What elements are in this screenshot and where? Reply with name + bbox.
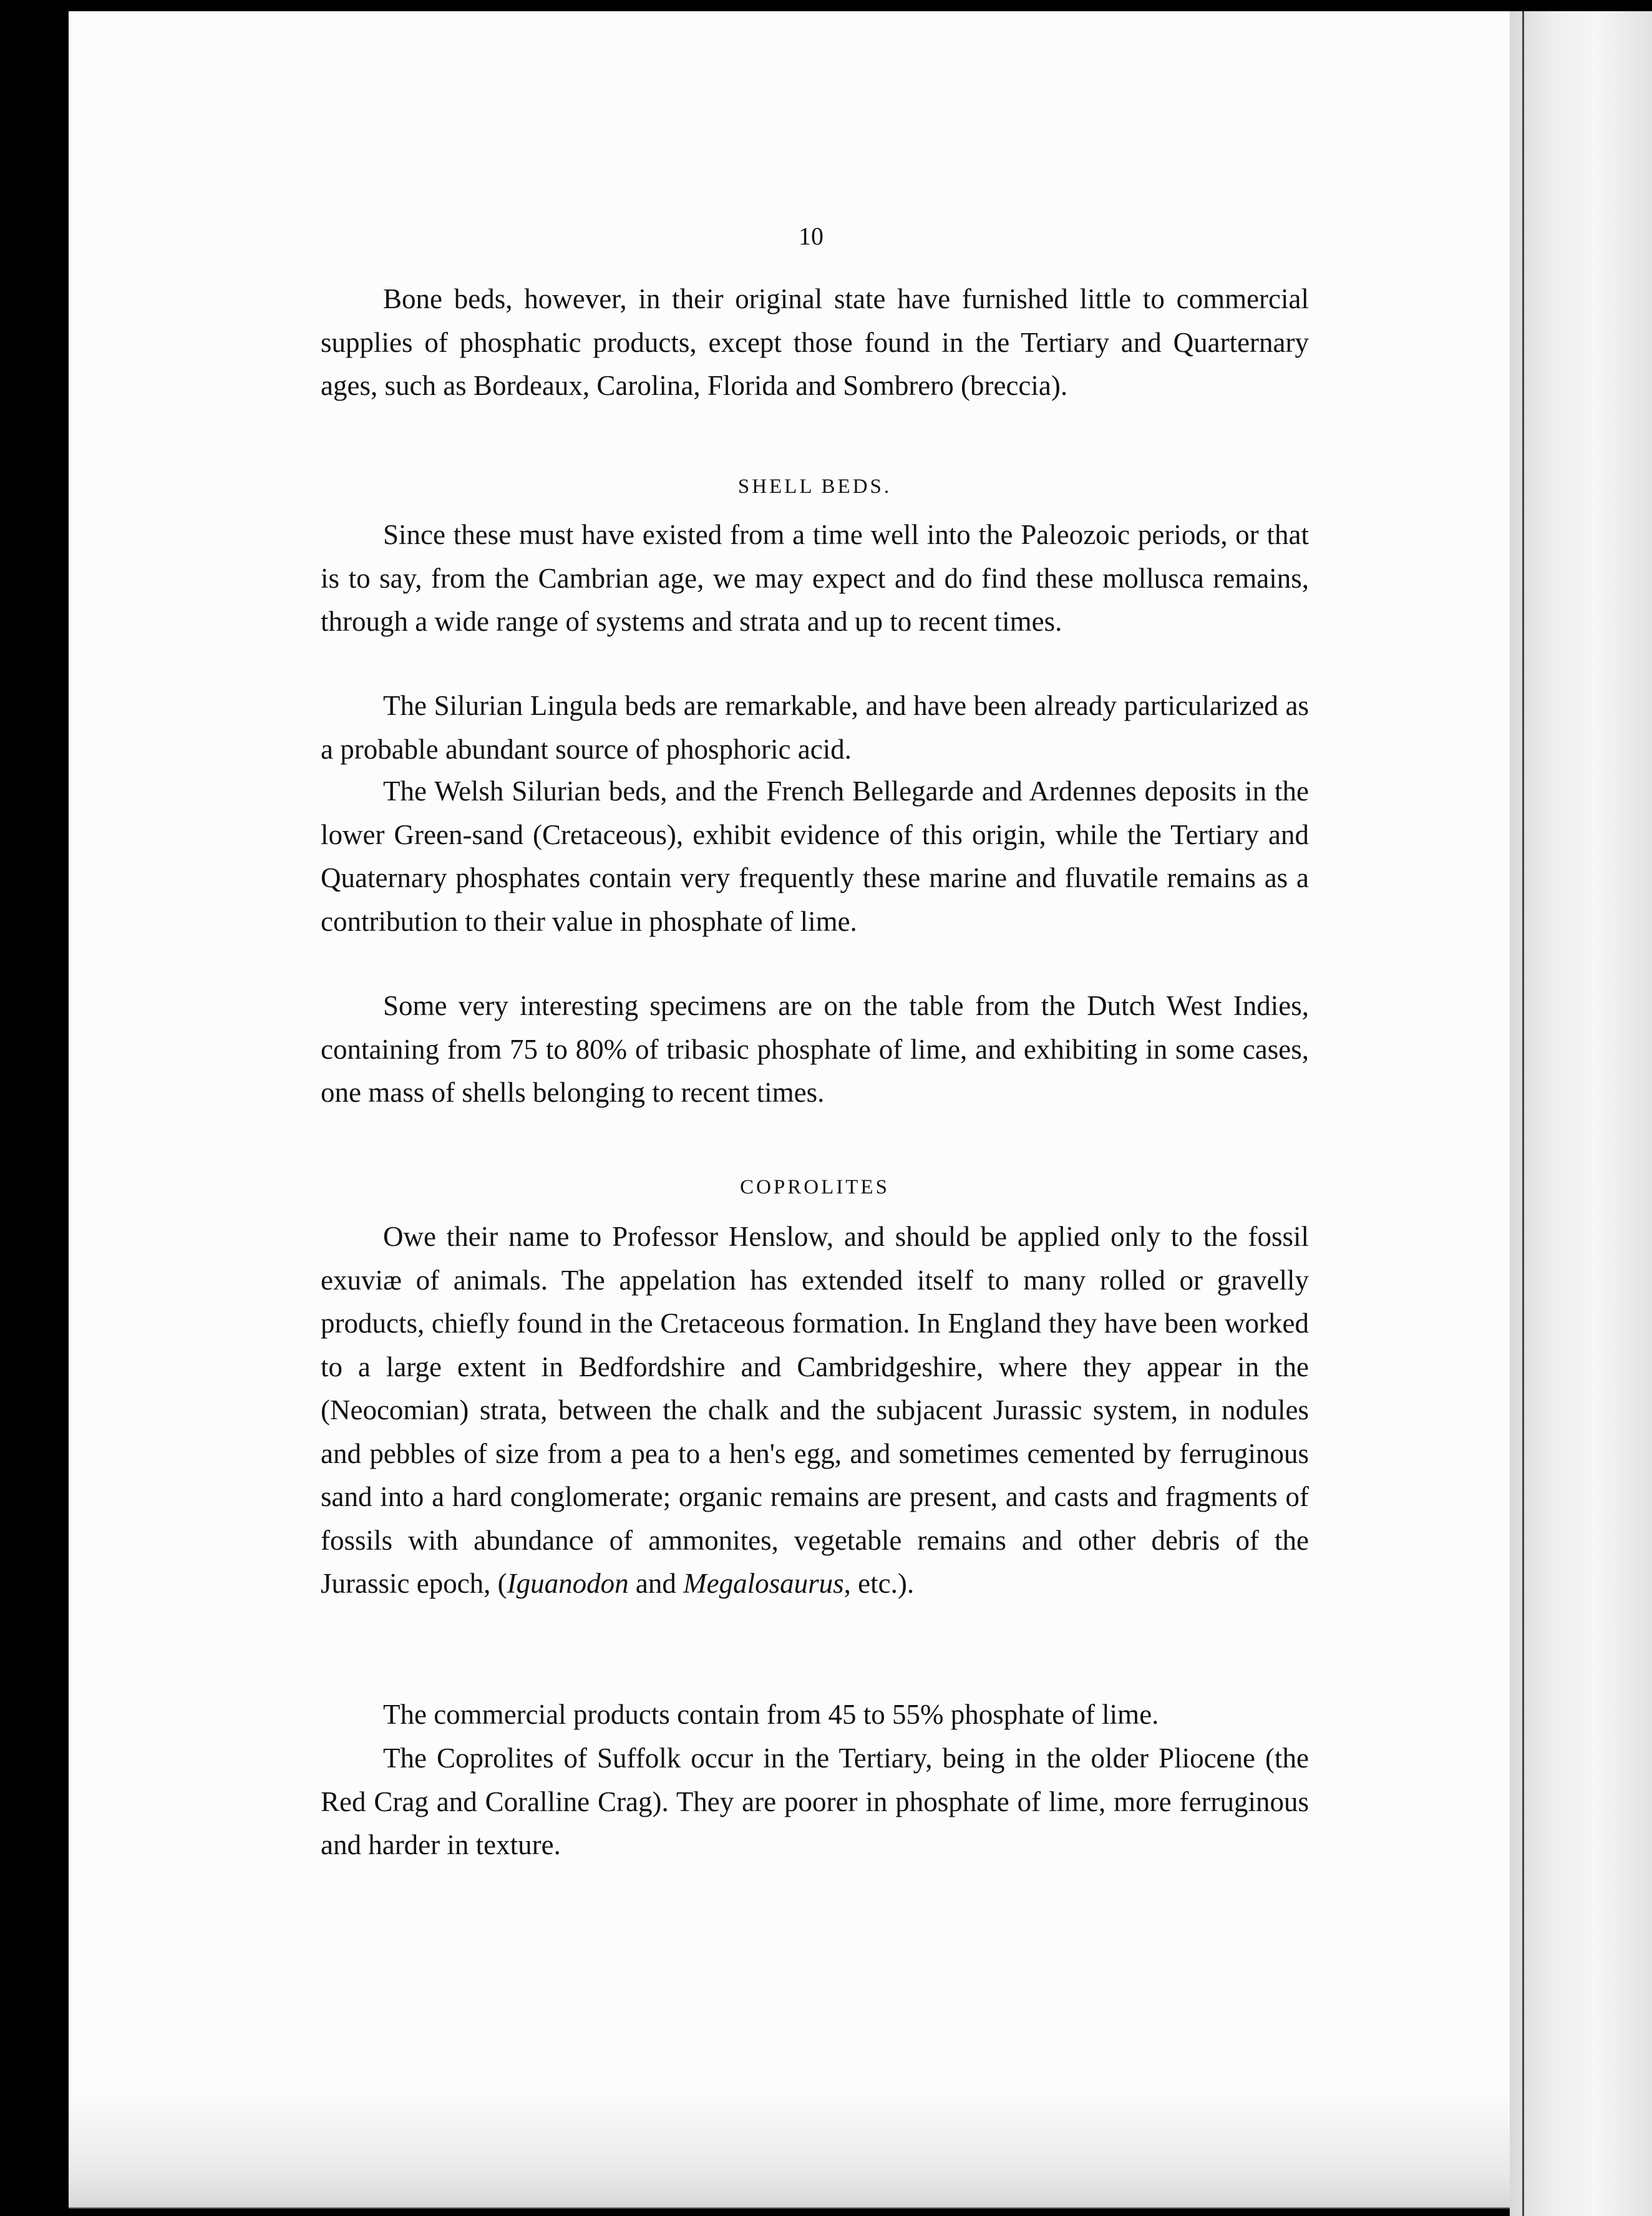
taxon-iguanodon: Iguanodon [507,1568,629,1599]
coprolites-paragraph-3: The Coprolites of Suffolk occur in the Tertiary, being in the older Pliocene (the Red Crag and Coralline Crag). They are poorer in phosphate of lime, more ferruginous and harder in texture. [321,1742,1309,1860]
page-edge-right [1510,11,1652,2216]
intro-paragraph: Bone beds, however, in their original state have furnished little to commercial supplies of phosphatic products, except those found in the Tertiary and Quarternary ages, such as Bordeaux, Carolina, Florida and Sombrero (breccia). [321,283,1309,401]
shell-beds-paragraph-4: Some very interesting specimens are on the table from the Dutch West Indies, containing from 75 to 80% of tribasic phosphate of lime, and exhibiting in some cases, one mass of shells belonging to recent times. [321,990,1309,1108]
coprolites-paragraph-1-text: Owe their name to Professor Henslow, and should be applied only to the fossil exuviæ of animals. The appelation has extended itself to many rolled or gravelly products, chiefly found in the Cretaceous formation. In England they have been worked to a large extent in Bedfordshire and Cambridgeshire, where they appear in the (Neocomian) strata, between the chalk and the subjacent Jurassic system, in nodules and pebbles of size from a pea to a hen's egg, and sometimes cemented by ferruginous sand into a hard conglomerate; organic remains are present, and casts and fragments of fossils with abundance of ammonites, vegetable remains and other debris of the Jurassic epoch, ( [321,1221,1309,1599]
section-heading-coprolites: COPROLITES [740,1176,890,1198]
taxon-megalosaurus: Megalosaurus [683,1568,844,1599]
section-heading-shell-beds: SHELL BEDS. [737,475,892,498]
shell-beds-paragraph-1: Since these must have existed from a time well into the Paleozoic periods, or that is to say, from the Cambrian age, we may expect and do find these mollusca remains, through a wide range of systems and strata and up to recent times. [321,519,1309,637]
coprolites-paragraph-1-and: and [628,1568,684,1599]
page-edge-line [1522,11,1524,2216]
page-number: 10 [799,222,824,250]
scan-shadow-bottom [69,2090,1510,2209]
shell-beds-paragraph-3: The Welsh Silurian beds, and the French Bellegarde and Ardennes deposits in the lower Green-sand (Cretaceous), exhibit evidence of this origin, while the Tertiary and Quaternary phosphates contain very frequently these marine and fluvatile remains as a contribution to their value in phosphate of lime. [321,775,1309,937]
shell-beds-paragraph-2: The Silurian Lingula beds are remarkable, and have been already particularized as a probable abundant source of phosphoric acid. [321,690,1309,765]
coprolites-paragraph-2: The commercial products contain from 45 to 55% phosphate of lime. [383,1699,1159,1730]
coprolites-paragraph-1-end: , etc.). [843,1568,915,1599]
coprolites-paragraph-1 [321,1215,1309,1606]
